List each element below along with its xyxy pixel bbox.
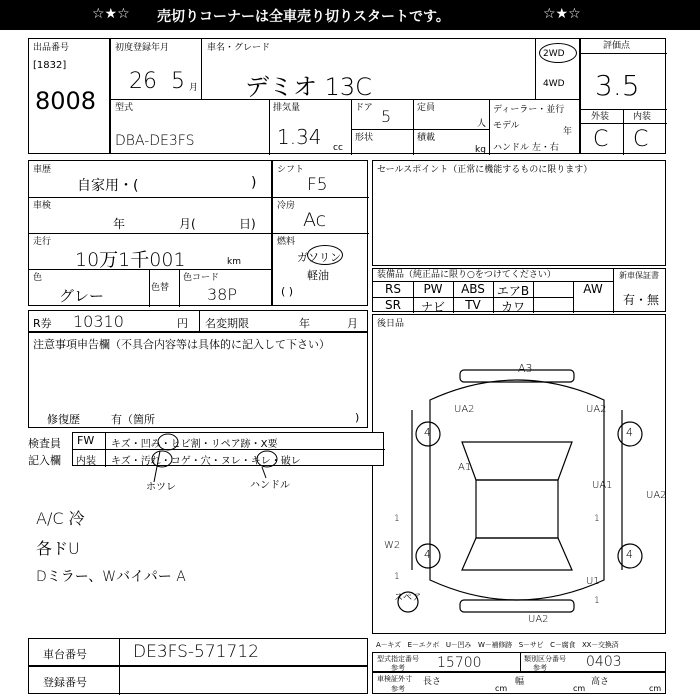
exterior-grade: C	[593, 127, 609, 152]
shift-label: シフト	[277, 165, 305, 175]
first-reg-month: 5	[171, 69, 185, 94]
inspection-day: 日)	[239, 217, 256, 231]
first-reg-year: 26	[129, 69, 157, 94]
warranty-value: 有・無	[623, 293, 660, 307]
mark-wheel-rl: 4	[424, 548, 431, 561]
mark-door-right: UA2	[646, 490, 667, 501]
interior-label: 内装	[633, 112, 652, 122]
doors-value: 5	[381, 107, 392, 126]
car-name-value: デミオ 13C	[245, 73, 372, 101]
mark-w2: W2	[384, 540, 401, 551]
mileage-label: 走行	[33, 237, 52, 247]
mark-front: A3	[518, 362, 533, 375]
drive-2wd: 2WD	[543, 49, 565, 59]
equip-aw: AW	[583, 282, 603, 296]
category-label: 類別区分番号	[524, 655, 566, 663]
note-steering: ハンドル	[250, 480, 290, 491]
name-change-month: 月	[347, 317, 358, 330]
length-label: 長さ	[423, 677, 442, 687]
lot-label: 出品番号	[33, 43, 70, 53]
type-designation-ref: 参考	[391, 664, 405, 672]
equip-rs: RS	[385, 282, 401, 296]
mark-tick: 1	[394, 514, 400, 524]
rear-bumper	[460, 600, 574, 612]
name-change-label: 名変期限	[205, 317, 249, 330]
mark-side-left: A1	[458, 462, 472, 473]
divider	[119, 639, 120, 667]
history-value: 自家用・(	[77, 178, 139, 194]
color-code-value: 38P	[207, 285, 238, 304]
model-year-unit: 年	[563, 127, 573, 137]
color-label: 色	[33, 273, 43, 283]
fuel-label: 燃料	[277, 237, 296, 247]
registration-label: 登録番号	[43, 676, 87, 689]
mileage-value: 10万1千001	[75, 249, 186, 271]
repair-value: 有（箇所	[111, 413, 155, 426]
rating-score: 3.5	[595, 69, 640, 102]
rating-label: 評価点	[603, 41, 631, 51]
ac-value: Ac	[303, 209, 327, 231]
inspector-label-2: 記入欄	[28, 454, 61, 467]
load-unit: kg	[475, 145, 486, 155]
exterior-label: 外装	[591, 112, 610, 122]
type-designation-label: 型式指定番号	[377, 655, 419, 663]
drive-4wd: 4WD	[543, 79, 565, 89]
model-label: 型式	[115, 103, 134, 113]
note-fray: ホツレ	[146, 482, 176, 493]
equip-abs: ABS	[461, 282, 485, 296]
dealer-import: ディーラー・並行	[493, 105, 565, 115]
equip-navi: ナビ	[420, 300, 445, 314]
mark-side-right: UA1	[592, 480, 613, 491]
capacity-unit: 人	[477, 119, 487, 129]
sales-point-label: セールスポイント（正常に機能するものに限ります）	[377, 165, 593, 175]
color-change-label: 色替	[151, 283, 170, 293]
shape-label: 形状	[355, 133, 374, 143]
chassis-box	[28, 638, 368, 666]
ac-label: 冷房	[277, 201, 296, 211]
comment-line: Dミラー、Wバイパー A	[36, 569, 186, 585]
damage-legend: A－キズ E－エクボ U－凹み W－補修跡 S－サビ C－腐食 XX－交換済	[376, 641, 619, 649]
inspection-label: 車検	[33, 201, 52, 211]
displacement-value: 1.34	[277, 125, 322, 149]
mark-wheel-fl: 4	[424, 426, 431, 439]
equip-sr: SR	[385, 298, 401, 312]
repair-close: )	[355, 411, 360, 424]
warranty-label: 新車保証書	[619, 271, 659, 280]
inspector-int-items: キズ・汚れ・コゲ・穴・ヌレ・キレ・破レ	[111, 456, 301, 467]
inspection-month: 月(	[179, 217, 196, 231]
interior-grade: C	[633, 127, 649, 152]
mark-rear: UA2	[528, 614, 549, 625]
mileage-unit: km	[227, 257, 241, 267]
fuel-light-oil: 軽油	[307, 269, 329, 282]
dimensions-label: 車検証外寸	[377, 675, 412, 683]
inspector-fw: FW	[77, 434, 95, 447]
mark-tick: 1	[394, 572, 400, 582]
inspection-year: 年	[113, 217, 126, 231]
dimensions-ref: 参考	[391, 685, 405, 693]
mark-tick: 1	[594, 596, 600, 606]
windshield	[462, 442, 572, 480]
equip-tv: TV	[465, 298, 481, 312]
banner-stars-right: ☆★☆	[543, 6, 581, 22]
comment-line: A/C 冷	[36, 509, 85, 528]
doors-label: ドア	[355, 103, 373, 113]
fuel-other: ( )	[281, 285, 294, 298]
banner-stars-left: ☆★☆	[92, 6, 130, 22]
recycle-value: 10310	[73, 312, 124, 331]
first-reg-label: 初度登録年月	[115, 43, 170, 53]
repair-label: 修復歴	[47, 413, 80, 426]
type-designation-value: 15700	[437, 655, 482, 671]
displacement-unit: cc	[333, 143, 343, 153]
first-reg-unit: 月	[189, 83, 199, 93]
height-label: 高さ	[591, 677, 610, 687]
mark-wheel-rr: 4	[626, 548, 633, 561]
inspector-fw-items: キズ・凹み・ヒビ割・リペア跡・X要	[111, 439, 278, 450]
rear-window	[462, 538, 572, 570]
later-docs-label: 後日品	[377, 319, 405, 329]
color-value: グレー	[59, 287, 105, 305]
category-value-text: 0403	[586, 654, 622, 670]
equip-pw: PW	[423, 282, 443, 296]
model-value: DBA-DE3FS	[115, 133, 195, 149]
registration-box	[28, 666, 368, 694]
name-change-year: 年	[299, 317, 310, 330]
length-unit: cm	[495, 684, 508, 693]
height-unit: cm	[649, 684, 662, 693]
recycle-unit: 円	[177, 317, 188, 330]
width-label: 幅	[515, 677, 525, 687]
equipment-label: 装備品（純正品に限り○をつけてください）	[377, 270, 556, 280]
mark-front-corner-left: UA2	[454, 404, 475, 415]
steering-side: ハンドル 左・右	[493, 143, 559, 153]
inspector-label-1: 検査員	[28, 437, 61, 450]
mark-spare: スペア	[394, 593, 422, 603]
inspector-int: 内装	[76, 456, 96, 467]
comment-line: 各ドU	[36, 539, 80, 558]
mark-tick: 1	[594, 514, 600, 524]
banner-text: 売切りコーナーは全車売り切りスタートです。	[157, 9, 450, 25]
divider	[520, 653, 521, 673]
equip-leather: カワ	[500, 300, 525, 314]
car-name-label: 車名・グレード	[207, 43, 271, 53]
model-year-label: モデル	[493, 121, 520, 131]
comments-box	[28, 470, 368, 630]
type-designation-box	[372, 652, 666, 672]
load-label: 積載	[417, 133, 436, 143]
car-damage-diagram	[372, 330, 666, 630]
mark-u1: U1	[586, 576, 600, 587]
roof	[476, 480, 558, 538]
displacement-label: 排気量	[273, 103, 301, 113]
recycle-label: R券	[33, 317, 52, 330]
divider	[119, 667, 120, 695]
history-close: )	[251, 175, 257, 191]
history-label: 車歴	[33, 165, 52, 175]
width-unit: cm	[573, 684, 586, 693]
notes-label: 注意事項申告欄（不具合内容等は具体的に記入して下さい）	[33, 338, 330, 351]
chassis-label: 車台番号	[43, 648, 87, 661]
chassis-value: DE3FS-571712	[133, 642, 259, 662]
equip-airbag: エアB	[496, 284, 530, 298]
category-ref: 参考	[533, 664, 547, 672]
lot-number: 8008	[35, 87, 97, 115]
color-code-label: 色コード	[183, 273, 220, 283]
dimensions-box	[372, 672, 666, 694]
mark-wheel-fr: 4	[626, 426, 633, 439]
capacity-label: 定員	[417, 103, 436, 113]
fuel-gas: ガソリン	[297, 251, 341, 264]
mark-front-corner-right: UA2	[586, 404, 607, 415]
shift-value: F5	[307, 175, 328, 195]
lot-sub: [1832]	[33, 60, 67, 71]
